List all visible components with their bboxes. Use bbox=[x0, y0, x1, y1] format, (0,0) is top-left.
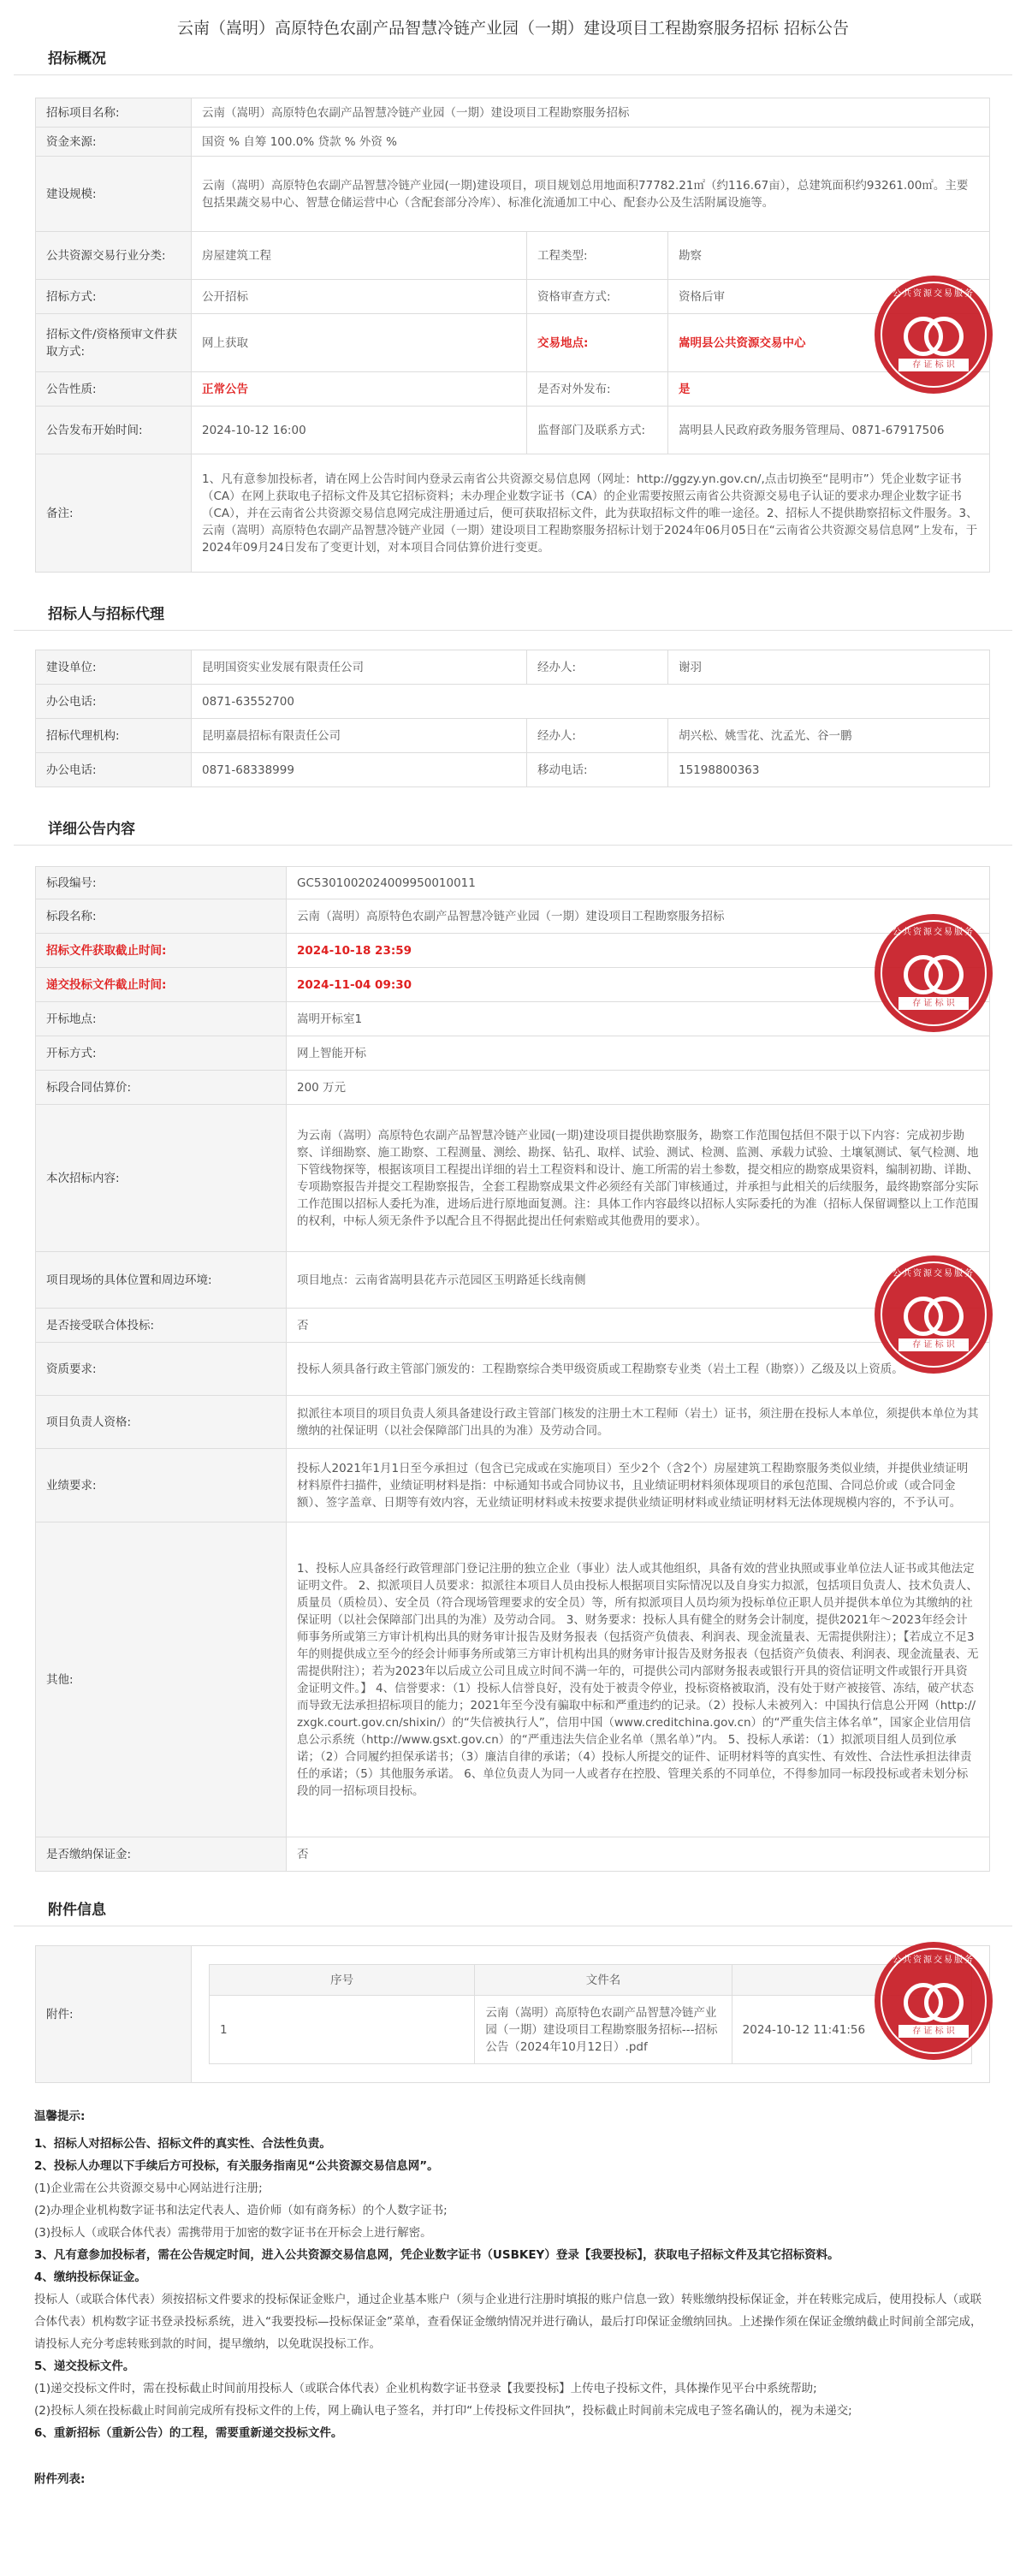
place: 嵩明县公共资源交易中心 bbox=[668, 314, 990, 372]
label-leader: 项目负责人资格: bbox=[36, 1396, 287, 1449]
label-price: 标段合同估算价: bbox=[36, 1071, 287, 1105]
owner: 昆明国资实业发展有限责任公司 bbox=[192, 650, 527, 685]
label-bid-deadline: 递交投标文件截止时间: bbox=[36, 968, 287, 1002]
section-name: 云南（嵩明）高原特色农副产品智慧冷链产业园（一期）建设项目工程勘察服务招标 bbox=[287, 899, 990, 934]
label-deposit: 是否缴纳保证金: bbox=[36, 1837, 287, 1872]
perf: 投标人2021年1月1日至今承担过（包含已完成或在实施项目）至少2个（含2个）房屋建筑工程勘察服务类似业绩，并提供业绩证明材料原件扫描件，业绩证明材料是指：中标通知书或合同协议书，且业绩证明材料须体现项目的承包范围、合同总价或（或合同金额）、签字盖章、日期等有效内容，无业绩证明材料或未按要求提供业绩证明材料或业绩证明材料无法体现规模内容的，不予认可。 bbox=[287, 1449, 990, 1522]
funding: 国资 % 自筹 100.0% 贷款 % 外资 % bbox=[192, 128, 990, 157]
overview-table bbox=[35, 98, 990, 573]
code: GC5301002024009950010011 bbox=[287, 867, 990, 899]
label-other: 其他: bbox=[36, 1522, 287, 1837]
attachment-file-link[interactable]: 云南（嵩明）高原特色农副产品智慧冷链产业园（一期）建设项目工程勘察服务招标---招标公告（2024年10月12日）.pdf bbox=[475, 1996, 732, 2064]
section-title-detail: 详细公告内容 bbox=[14, 816, 1012, 846]
label-section-name: 标段名称: bbox=[36, 899, 287, 934]
scale: 云南（嵩明）高原特色农副产品智慧冷链产业园(一期)建设项目，项目规划总用地面积77782.21㎡（约116.67亩），总建筑面积约93261.00㎡。主要包括果蔬交易中心、智慧仓储运营中心（含配套部分冷库）、标准化流通加工中心、配套办公及生活附属设施等。 bbox=[192, 157, 990, 232]
consortium: 否 bbox=[287, 1309, 990, 1343]
note-item: (3)投标人（或联合体代表）需携带用于加密的数字证书在开标会上进行解密。 bbox=[34, 2226, 432, 2240]
label-start: 公告发布开始时间: bbox=[36, 407, 192, 454]
note-item: (2)投标人须在投标截止时间前完成所有投标文件的上传，网上确认电子签名，并打印“上传投标文件回执”，投标截止时间前未完成电子签名确认的，视为未递交; bbox=[34, 2404, 852, 2418]
label-remark: 备注: bbox=[36, 454, 192, 573]
review: 资格后审 bbox=[668, 280, 990, 314]
label-consortium: 是否接受联合体投标: bbox=[36, 1309, 287, 1343]
project-name: 云南（嵩明）高原特色农副产品智慧冷链产业园（一期）建设项目工程勘察服务招标 bbox=[192, 98, 990, 128]
label-owner-phone: 办公电话: bbox=[36, 685, 192, 719]
notes-list bbox=[34, 2133, 992, 2444]
attachment-no: 1 bbox=[210, 1996, 475, 2064]
note-item: 6、重新招标（重新公告）的工程，需要重新递交投标文件。 bbox=[34, 2426, 343, 2440]
label-method: 招标方式: bbox=[36, 280, 192, 314]
method: 公开招标 bbox=[192, 280, 527, 314]
label-location: 项目现场的具体位置和周边环境: bbox=[36, 1252, 287, 1309]
deposit: 否 bbox=[287, 1837, 990, 1872]
note-item: 4、缴纳投标保证金。 bbox=[34, 2270, 146, 2284]
location: 项目地点：云南省嵩明县花卉示范园区玉明路延长线南侧 bbox=[287, 1252, 990, 1309]
label-project-name: 招标项目名称: bbox=[36, 98, 192, 128]
agent: 昆明嘉晨招标有限责任公司 bbox=[192, 719, 527, 753]
notes-heading: 温馨提示: bbox=[34, 2110, 86, 2123]
scope: 为云南（嵩明）高原特色农副产品智慧冷链产业园(一期)建设项目提供勘察服务，勘察工作范围包括但不限于以下内容：完成初步勘察、详细勘察、施工勘察、工程测量、测绘、勘探、钻孔、取样、试验、测试、检测、监测、承载力试验、土壤氡测试、氡气检测、地下管线物探等，根据该项目工程提出详细的岩土工程资料和设计、施工所需的岩土参数，提交相应的勘察成果资料，编制初勘、详勘、专项勘察报告并提交工程勘察报告，全套工程勘察成果文件必须经有关部门审核通过，并承担与此相关的后续服务，最终勘察部分实际工作范围以招标人委托为准，进场后进行原地面复测。注：具体工作内容最终以招标人实际委托的为准（招标人保留调整以上工作范围的权利，中标人须无条件予以配合且不得据此提出任何索赔或其他费用的要求）。 bbox=[287, 1105, 990, 1252]
price: 200 万元 bbox=[287, 1071, 990, 1105]
note-item: 投标人（或联合体代表）须按招标文件要求的投标保证金账户，通过企业基本账户（须与企业进行注册时填报的账户信息一致）转账缴纳投标保证金，并在转账完成后，使用投标人（或联合体代表）机构数字证书登录投标系统，进入“我要投标—投标保证金”菜单，查看保证金缴纳情况并进行确认，最后打印保证金缴纳回执。上述操作须在保证金缴纳截止时间前全部完成，请投标人充分考虑转账到款的时间，提早缴纳，以免耽误投标工作。 bbox=[34, 2293, 982, 2351]
label-review: 资格审查方式: bbox=[527, 280, 668, 314]
verification-seal: 公共资源交易服务 存 证 标 识 bbox=[875, 1255, 993, 1374]
detail-table bbox=[35, 866, 990, 1872]
note-item: 1、招标人对招标公告、招标文件的真实性、合法性负责。 bbox=[34, 2137, 331, 2151]
overview-block bbox=[0, 98, 1026, 573]
label-doc-deadline: 招标文件获取截止时间: bbox=[36, 934, 287, 968]
col-no: 序号 bbox=[210, 1965, 475, 1996]
category: 房屋建筑工程 bbox=[192, 232, 527, 280]
verification-seal: 公共资源交易服务 存 证 标 识 bbox=[875, 1942, 993, 2060]
attachments-block bbox=[0, 1945, 1026, 2083]
label-mobile: 移动电话: bbox=[527, 753, 668, 787]
parties-block bbox=[0, 650, 1026, 787]
section-title-parties: 招标人与招标代理 bbox=[14, 602, 1012, 631]
label-perf: 业绩要求: bbox=[36, 1449, 287, 1522]
col-name: 文件名 bbox=[475, 1965, 732, 1996]
online: 是 bbox=[668, 372, 990, 407]
owner-contact: 谢羽 bbox=[668, 650, 990, 685]
bid-deadline: 2024-11-04 09:30 bbox=[287, 968, 990, 1002]
page-title: 云南（嵩明）高原特色农副产品智慧冷链产业园（一期）建设项目工程勘察服务招标 招标公告 bbox=[176, 19, 850, 38]
notes bbox=[0, 2105, 1026, 2490]
leader: 拟派往本项目的项目负责人须具备建设行政主管部门核发的注册土木工程师（岩土）证书，须注册在投标人本单位，须提供本单位为其缴纳的社保证明（以社会保障部门出具的为准）及劳动合同。 bbox=[287, 1396, 990, 1449]
label-online: 是否对外发布: bbox=[527, 372, 668, 407]
note-item: 3、凡有意参加投标者，需在公告规定时间，进入公共资源交易信息网，凭企业数字证书（USBKEY）登录【我要投标】，获取电子招标文件及其它招标资料。 bbox=[34, 2248, 839, 2262]
parties-table bbox=[35, 650, 990, 787]
label-agent: 招标代理机构: bbox=[36, 719, 192, 753]
label-attachments: 附件: bbox=[36, 1946, 192, 2083]
note-item: (1)递交投标文件时，需在投标截止时间前用投标人（或联合体代表）企业机构数字证书登录【我要投标】上传电子投标文件，具体操作见平台中系统帮助; bbox=[34, 2382, 817, 2395]
nature: 正常公告 bbox=[192, 372, 527, 407]
label-place: 交易地点: bbox=[527, 314, 668, 372]
attachment-date: 2024-10-12 11:41:56 bbox=[732, 1996, 971, 2064]
label-agent-contact: 经办人: bbox=[527, 719, 668, 753]
doc-deadline: 2024-10-18 23:59 bbox=[287, 934, 990, 968]
label-owner-contact: 经办人: bbox=[527, 650, 668, 685]
agent-phone: 0871-68338999 bbox=[192, 753, 527, 787]
section-title-overview: 招标概况 bbox=[14, 46, 1012, 75]
section-title-attachments: 附件信息 bbox=[14, 1897, 1012, 1926]
fetch: 网上获取 bbox=[192, 314, 527, 372]
label-supervisor: 监督部门及联系方式: bbox=[527, 407, 668, 454]
open-place: 嵩明开标室1 bbox=[287, 1002, 990, 1036]
start: 2024-10-12 16:00 bbox=[192, 407, 527, 454]
remark: 1、凡有意参加投标者，请在网上公告时间内登录云南省公共资源交易信息网（网址：http://ggzy.yn.gov.cn/,点击切换至“昆明市”）凭企业数字证书（CA）在网上获取电子招标文件及其它招标资料；未办理企业数字证书（CA）的企业需要按照云南省公共资源交易电子认证的要求办理企业数字证书（CA），并在云南省公共资源交易信息网完成注册通过后，便可获取招标文件，此为获取招标文件的唯一途径。2、招标人不提供勘察招标文件服务。3、云南（嵩明）高原特色农副产品智慧冷链产业园（一期）建设项目工程勘察服务招标计划于2024年06月05日在“云南省公共资源交易信息网”上发布，于2024年09月24日发布了变更计划，对本项目合同估算价进行变更。 bbox=[192, 454, 990, 573]
qual: 投标人须具备行政主管部门颁发的：工程勘察综合类甲级资质或工程勘察专业类（岩土工程（勘察））乙级及以上资质。 bbox=[287, 1343, 990, 1396]
label-open-method: 开标方式: bbox=[36, 1036, 287, 1071]
label-agent-phone: 办公电话: bbox=[36, 753, 192, 787]
label-nature: 公告性质: bbox=[36, 372, 192, 407]
eng-type: 勘察 bbox=[668, 232, 990, 280]
label-open-place: 开标地点: bbox=[36, 1002, 287, 1036]
label-eng-type: 工程类型: bbox=[527, 232, 668, 280]
verification-seal: 公共资源交易服务 存 证 标 识 bbox=[875, 276, 993, 394]
open-method: 网上智能开标 bbox=[287, 1036, 990, 1071]
owner-phone: 0871-63552700 bbox=[192, 685, 990, 719]
label-category: 公共资源交易行业分类: bbox=[36, 232, 192, 280]
label-scope: 本次招标内容: bbox=[36, 1105, 287, 1252]
attachment-list bbox=[209, 1964, 972, 2064]
label-scale: 建设规模: bbox=[36, 157, 192, 232]
label-funding: 资金来源: bbox=[36, 128, 192, 157]
label-fetch: 招标文件/资格预审文件获取方式: bbox=[36, 314, 192, 372]
label-owner: 建设单位: bbox=[36, 650, 192, 685]
attachment-list-heading: 附件列表: bbox=[34, 2472, 86, 2486]
table-row bbox=[210, 1996, 972, 2064]
note-item: 2、投标人办理以下手续后方可投标，有关服务指南见“公共资源交易信息网”。 bbox=[34, 2159, 439, 2173]
mobile: 15198800363 bbox=[668, 753, 990, 787]
note-item: (2)办理企业机构数字证书和法定代表人、造价师（如有商务标）的个人数字证书; bbox=[34, 2204, 448, 2217]
note-item: 5、递交投标文件。 bbox=[34, 2359, 135, 2373]
other: 1、投标人应具备经行政管理部门登记注册的独立企业（事业）法人或其他组织，具备有效的营业执照或事业单位法人证书或其他法定证明文件。 2、拟派项目人员要求：拟派往本项目人员由投标人根据项目实际情况以及自身实力拟派，包括项目负责人、技术负责人、质量员（质检员）、安全员（符合现场管理要求的安全员）等，所有拟派项目人员均须为投标单位正职人员并提供本单位为其缴纳的社保证明（以社会保障部门出具的为准）及劳动合同。 3、财务要求：投标人具有健全的财务会计制度，提供2021年～2023年经会计师事务所或第三方审计机构出具的财务审计报告及财务报表（包括资产负债表、利润表、现金流量表、无需提供附注）；【若成立不足3年的则提供成立至今的经会计师事务所或第三方审计机构出具的财务审计报告及财务报表（包括资产负债表、利润表、现金流量表、无需提供附注）；若为2023年以后成立公司且成立时间不满一年的，可提供公司内部财务报表或银行开具的资信证明文件或银行开具资金证明文件。】 4、信誉要求：（1）投标人信誉良好，没有处于被责令停业，投标资格被取消，没有处于财产被接管、冻结，破产状态而导致无法承担招标项目的能力；2021年至今没有骗取中标和严重违约的记录。（2）投标人未被列入：中国执行信息公开网（http://zxgk.court.gov.cn/shixin/）的“失信被执行人”，信用中国（www.creditchina.gov.cn）的“严重失信主体名单”，国家企业信用信息公示系统（http://www.gsxt.gov.cn）的“严重违法失信企业名单（黑名单）”内。 5、投标人承诺：（1）拟派项目组人员到位承诺；（2）合同履约担保承诺书；（3）廉洁自律的承诺；（4）投标人所提交的证件、证明材料等的真实性、有效性、合法性承担法律责任的承诺；（5）其他服务承诺。 6、单位负责人为同一人或者存在控股、管理关系的不同单位，不得参加同一标段投标或者未划分标段的同一招标项目投标。 bbox=[287, 1522, 990, 1837]
detail-block bbox=[0, 866, 1026, 1872]
note-item: (1)企业需在公共资源交易中心网站进行注册; bbox=[34, 2181, 263, 2195]
label-code: 标段编号: bbox=[36, 867, 287, 899]
attachments-table bbox=[35, 1945, 990, 2083]
label-qual: 资质要求: bbox=[36, 1343, 287, 1396]
agent-contact: 胡兴松、姚雪花、沈孟光、谷一鹏 bbox=[668, 719, 990, 753]
verification-seal: 公共资源交易服务 存 证 标 识 bbox=[875, 914, 993, 1032]
supervisor: 嵩明县人民政府政务服务管理局、0871-67917506 bbox=[668, 407, 990, 454]
